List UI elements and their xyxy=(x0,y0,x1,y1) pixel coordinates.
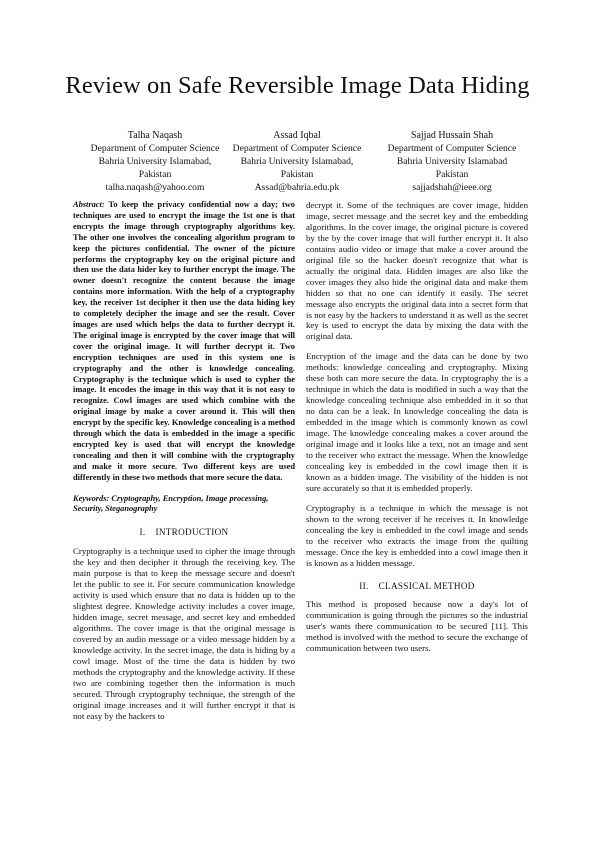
abstract-text: To keep the privacy confidential now a day; two techniques are used to encrypt the image the 1st one is that encrypts the image through cryptography algorithms key. The other one involves the concealing algorithm program to keep the pictures confidential. The owner of the picture performs the cryptography key on the original picture and then use the data hider key to further encrypt the image. The owner doesn't recognize the content because the image contains more information. With the help of a cryptography key, the receiver 1st decipher it then use the data hiding key to completely decipher the image and see the result. Cover images are used which helps the data to further decrypt it. The original image is encrypted by the cover image that will cover the original image. It will further decrypt it. Two encryption techniques are used in this system one is cryptography and the other is knowledge concealing. Cryptography is the technique which is used to cypher the image. It encodes the image in this way that it is not easy to recognize. Cowl images are used which combine with the original image by make a cover around it. This will then encrypt by the specific key. Knowledge concealing is a method through which the data is embedded in the image a specific encrypted key is used that will encrypt the knowledge concealing and then it will combine with the cryptography and make it more secure. Two different keys are used differently in these two methods that more secure the data. xyxy=(73,200,295,482)
section-title: INTRODUCTION xyxy=(155,527,229,538)
author-country: Pakistan xyxy=(435,169,469,180)
left-column xyxy=(73,200,295,731)
intro-paragraph-1: Cryptography is a technique used to cipher the image through the key and then decipher it through the receiving key. The main purpose is that to keep the message secure and doesn't let the public to see it. For secure communication knowledge activity is used which ensure that no data is hidden up to the slightest degree. Knowledge activity includes a cover image, hidden image, secret message, and secret key and embedded algorithms. The cover image is that the original message is covered by an audio message or a video message hidden by a knowledge activity. In the secret image, the data is hiding by a cowl image. Most of the time the data is hidden by two methods the cryptography and the knowledge activity. If these two are combining together then the information is much secured. Through cryptography technique, the strength of the original image increases and it will further encrypt it that is not easy by the hackers to xyxy=(73,546,295,721)
author-block-3 xyxy=(367,129,537,194)
classical-paragraph-1: This method is proposed because now a day's lot of communication is going through the pictures so the industrial user's wants there communication to be secured [11]. This method is involved with the method to secure the exchange of communication between two users. xyxy=(306,599,528,654)
intro-paragraph-3: Cryptography is a technique in which the message is not shown to the wrong receiver if he receives it. In knowledge concealing the key is embedded in the cowl image and sends to the receiver who extracts the image from the quilting message. Once the key is embedded into a cowl image then it is known as a hidden message. xyxy=(306,502,528,568)
author-institution: Bahria University Islamabad, xyxy=(240,156,354,167)
author-name: Sajjad Hussain Shah xyxy=(410,130,494,141)
section-number: I. xyxy=(139,527,146,538)
keywords xyxy=(73,494,295,516)
author-email: talha.naqash@yahoo.com xyxy=(105,182,205,193)
author-institution: Bahria University Islamabad xyxy=(396,156,508,167)
intro-paragraph-1-continued: decrypt it. Some of the techniques are cover image, hidden image, secret message and the secret key and the embedding algorithms. In the cover image, the original picture is covered by the by the cover image that will further encrypt it. It also contains audio video or image that make a cover around the original file so the hacker doesn't recognize that what is actually the original data. Hidden images are also like the cover images they also hide the original data and make them hidden so that no one can identify it easily. The secret message also encrypts the original data into a secret form that is not easy by the hackers to understand it as well as the secret key is used to encrypt the data by mixing the data with the original data. xyxy=(306,200,528,342)
abstract xyxy=(73,200,295,484)
author-block-2 xyxy=(212,129,382,194)
keywords-text: : Cryptography, Encryption, Image processing, Security, Steganography xyxy=(73,493,269,514)
author-name: Talha Naqash xyxy=(127,130,183,141)
section-heading-introduction xyxy=(73,527,295,538)
author-institution: Bahria University Islamabad, xyxy=(98,156,212,167)
right-column xyxy=(306,200,528,663)
section-heading-classical-method xyxy=(306,581,528,592)
author-country: Pakistan xyxy=(138,169,172,180)
author-name: Assad Iqbal xyxy=(273,130,321,141)
author-dept: Department of Computer Science xyxy=(387,143,517,154)
author-dept: Department of Computer Science xyxy=(232,143,362,154)
abstract-label: Abstract: xyxy=(73,200,105,209)
author-dept: Department of Computer Science xyxy=(90,143,220,154)
section-number: II. xyxy=(359,580,369,591)
author-email: sajjadshah@ieee.org xyxy=(412,182,492,193)
intro-paragraph-2: Encryption of the image and the data can be done by two methods: knowledge concealing and cryptography. Mixing these both can more secure the data. In cryptography the is a technique in which the data is modified in such a way that the knowledge concealing technique also embedded in it so that no data can be a leak. In knowledge concealing the data is embedded in the image which is commonly known as cowl image. The knowledge concealing makes a cover around the original image and it looks like a text, not an image and sent to the receiver who extract the message. When the knowledge concealing key is embedded in the cowl image then it is known as a hidden image. The visibility of the hidden is not sure accurately so that it is embedded properly. xyxy=(306,351,528,493)
keywords-label: Keywords xyxy=(73,493,107,503)
section-title: CLASSICAL METHOD xyxy=(378,580,475,591)
paper-title: Review on Safe Reversible Image Data Hiding xyxy=(65,72,530,99)
author-email: Assad@bahria.edu.pk xyxy=(254,182,340,193)
author-country: Pakistan xyxy=(280,169,314,180)
